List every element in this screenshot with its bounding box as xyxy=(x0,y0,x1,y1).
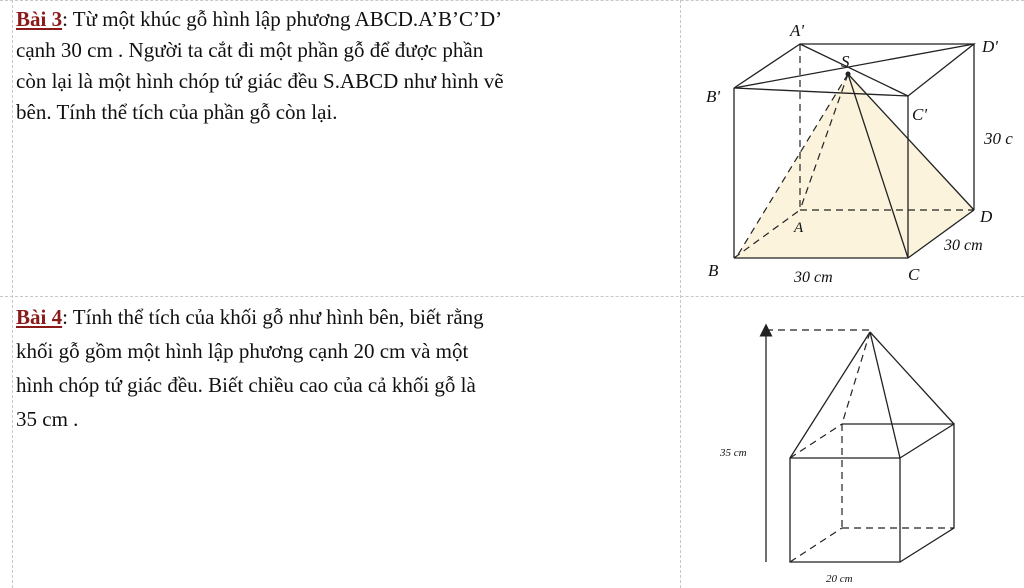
problem-4-line-4: 35 cm . xyxy=(16,407,79,431)
label-D: D xyxy=(980,207,993,226)
table-border-left xyxy=(12,0,13,588)
dim-height-label: 35 cm xyxy=(720,447,747,459)
label-C-prime: C' xyxy=(912,105,927,124)
cube-hidden-top-left xyxy=(790,424,842,458)
label-S: S xyxy=(841,52,850,71)
dim-height-label: 30 c xyxy=(984,129,1013,148)
problem-4-label: Bài 4 xyxy=(16,305,63,329)
problem-3-text xyxy=(16,4,504,128)
problem-4-text xyxy=(16,300,484,436)
problem-3-line-3: còn lại là một hình chóp tứ giác đều S.ABCD như hình vẽ xyxy=(16,69,504,93)
cube-pyramid-figure xyxy=(690,14,1024,294)
pyramid-edge-2 xyxy=(870,332,900,458)
label-A: A xyxy=(794,220,804,236)
problem-4-line-1: Bài 4: Tính thể tích của khối gỗ như hình bên, biết rằng xyxy=(16,305,484,329)
table-column-divider xyxy=(680,0,681,588)
cube-hidden-bottom-left xyxy=(790,528,842,562)
problem-4-line-3: hình chóp tứ giác đều. Biết chiều cao của cả khối gỗ là xyxy=(16,373,476,397)
pyramid-edge-1 xyxy=(790,332,870,458)
dim-width-label: 30 cm xyxy=(794,269,833,286)
problem-3-line-2: cạnh 30 cm . Người ta cắt đi một phần gỗ để được phần xyxy=(16,38,484,62)
cube-with-pyramid-figure xyxy=(700,318,1024,588)
label-B-prime: B' xyxy=(706,87,721,106)
pyramid-shading xyxy=(736,74,974,258)
problem-4-line-2: khối gỗ gồm một hình lập phương cạnh 20 cm và một xyxy=(16,339,469,363)
cube-right-face xyxy=(900,424,954,562)
problem-3-label: Bài 3 xyxy=(16,7,63,31)
label-B: B xyxy=(708,261,719,280)
pyramid-edge-3 xyxy=(870,332,954,424)
problem-3-line-4: bên. Tính thể tích của phần gỗ còn lại. xyxy=(16,100,338,124)
dim-depth-label: 30 cm xyxy=(944,237,983,254)
label-A-prime: A' xyxy=(790,21,805,40)
apex-point xyxy=(846,72,851,77)
problem-3-line-1: Bài 3: Từ một khúc gỗ hình lập phương ABCD.A’B’C’D’ xyxy=(16,7,503,31)
table-border-top xyxy=(0,0,1024,1)
label-C: C xyxy=(908,265,920,284)
pyramid-hidden-edge xyxy=(842,332,870,424)
dim-width-label: 20 cm xyxy=(826,573,853,585)
cube-front-face xyxy=(790,458,900,562)
label-D-prime: D' xyxy=(982,37,998,56)
table-row-divider xyxy=(0,296,1024,297)
